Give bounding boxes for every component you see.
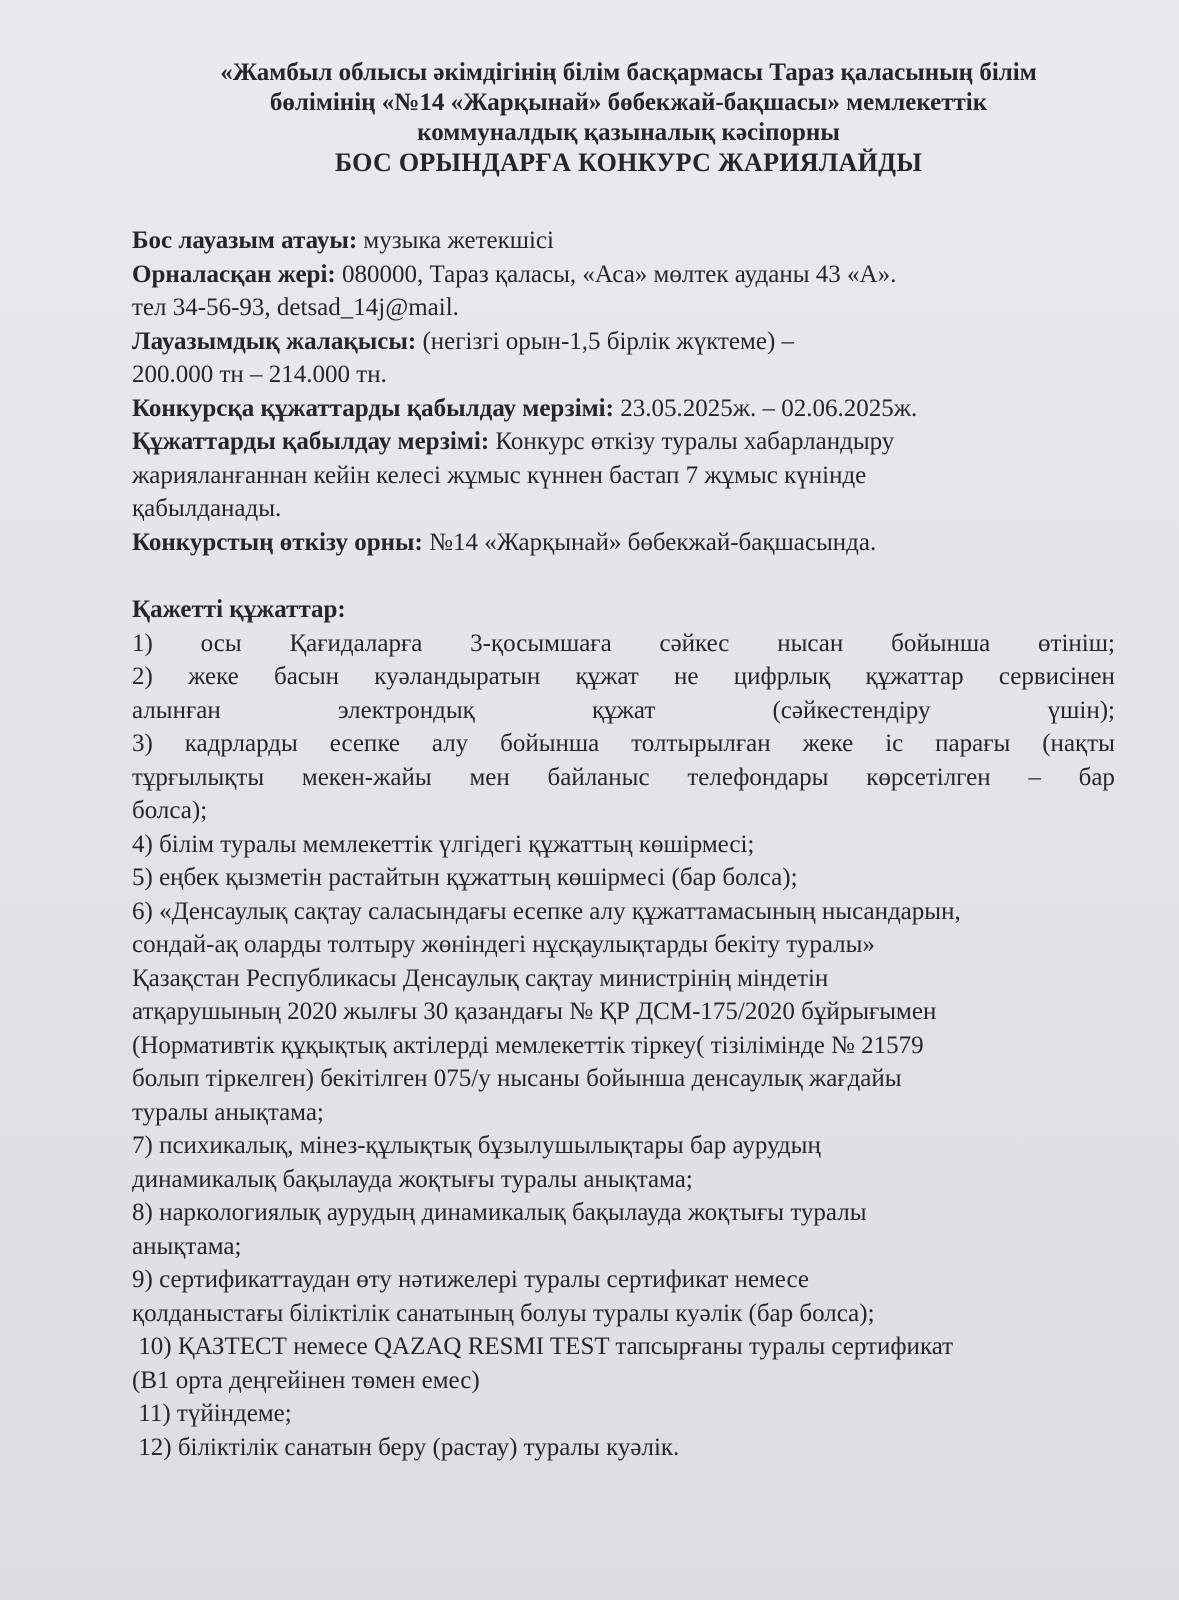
- word: жеке: [188, 663, 239, 690]
- location-row: [132, 258, 1115, 292]
- position-value: музыка жетекшісі: [357, 227, 554, 254]
- salary-label: Лауазымдық жалақысы:: [132, 327, 417, 355]
- doc-item-2: [132, 660, 1115, 694]
- document-header: [132, 58, 1115, 178]
- word: басын: [273, 663, 340, 690]
- doc-item-3: [132, 727, 1115, 761]
- doc-item-10-line: (В1 орта деңгейінен төмен емес): [132, 1366, 480, 1394]
- acceptance-value: Конкурс өткізу туралы хабарландыру: [489, 428, 895, 455]
- salary-value: (негізгі орын-1,5 бірлік жүктеме) –: [416, 327, 795, 355]
- word: бойынша: [500, 730, 600, 757]
- word: электрондық: [337, 696, 475, 724]
- word: 3-қосымшаға: [470, 629, 612, 657]
- document-body: [132, 224, 1115, 1464]
- word: цифрлық: [733, 663, 831, 690]
- acceptance-line-3: қабылданады.: [132, 495, 282, 522]
- word: құжаттар: [865, 663, 964, 690]
- header-line-2: бөлімінің «№14 «Жарқынай» бөбекжай-бақшасы» мемлекеттік: [269, 89, 988, 116]
- word: мен: [469, 763, 510, 791]
- document-title: БОС ОРЫНДАРҒА КОНКУРС ЖАРИЯЛАЙДЫ: [334, 148, 923, 177]
- section-gap: [132, 559, 1115, 593]
- doc-item-11: 11) түйіндеме;: [132, 1400, 292, 1427]
- deadline-value: 23.05.2025ж. – 02.06.2025ж.: [613, 394, 918, 422]
- doc-item-7-line: динамикалық бақылауда жоқтығы туралы анықтама;: [132, 1165, 693, 1193]
- doc-item-6-line: болып тіркелген) бекітілген 075/у нысаны бойынша денсаулық жағдайы: [132, 1065, 902, 1092]
- word: (нақты: [1042, 730, 1115, 757]
- doc-item-3-line-3: болса);: [132, 797, 208, 824]
- doc-item-6-line: сондай-ақ оларды толтыру жөніндегі нұсқаулықтарды бекіту туралы»: [132, 931, 875, 958]
- word: (сәйкестендіру: [772, 696, 931, 724]
- word: телефондары: [687, 763, 829, 791]
- word: алу: [431, 730, 469, 757]
- word: толтырылған: [631, 730, 771, 757]
- word: нысан: [777, 629, 844, 657]
- header-line-1: «Жамбыл облысы әкімдігінің білім басқармасы Тараз қаласының білім: [220, 59, 1037, 86]
- word: өтініш;: [1038, 629, 1115, 657]
- word: байланыс: [547, 763, 650, 791]
- acceptance-label: Құжаттарды қабылдау мерзімі:: [132, 428, 490, 455]
- doc-item-6-line: (Нормативтік құқықтық актілерді мемлекеттік тіркеу( тізілімінде № 21579: [132, 1031, 924, 1059]
- word: үшін);: [1047, 696, 1115, 724]
- doc-item-6-line: Қазақстан Республикасы Денсаулық сақтау министрінің міндетін: [132, 964, 829, 992]
- deadline-row: [132, 392, 1115, 426]
- word: осы: [200, 629, 242, 657]
- word: жеке: [802, 730, 854, 757]
- word: мекен-жайы: [301, 763, 432, 791]
- position-label: Бос лауазым атауы:: [132, 227, 358, 254]
- word: бар: [1078, 763, 1115, 791]
- location-value: 080000, Тараз қаласы, «Аса» мөлтек ауданы 43 «А».: [335, 260, 897, 288]
- word: парағы: [935, 730, 1011, 757]
- word: құжат: [575, 663, 639, 690]
- doc-item-5: 5) еңбек қызметін растайтын құжаттың көшірмесі (бар болса);: [132, 864, 798, 891]
- word: тұрғылықты: [132, 763, 265, 791]
- word: көрсетілген: [866, 763, 991, 791]
- doc-item-7-line: 7) психикалық, мінез-құлықтық бұзылушылықтары бар аурудың: [132, 1132, 821, 1159]
- doc-item-2-line-2: [132, 694, 1115, 728]
- word: кадрларды: [184, 730, 298, 757]
- word: 1): [132, 629, 153, 657]
- required-documents: [132, 593, 1115, 1464]
- doc-item-1: [132, 627, 1115, 661]
- deadline-label: Конкурсқа құжаттарды қабылдау мерзімі:: [132, 394, 614, 422]
- doc-item-3-line-2: [132, 761, 1115, 795]
- word: сервисінен: [998, 663, 1115, 690]
- word: не: [673, 663, 699, 690]
- word: сәйкес: [659, 629, 730, 657]
- doc-item-6-line: атқарушының 2020 жылғы 30 қазандағы № ҚР ДСМ-175/2020 бұйрығымен: [132, 998, 937, 1025]
- doc-item-8-line: 8) наркологиялық аурудың динамикалық бақылауда жоқтығы туралы: [132, 1199, 867, 1226]
- header-line-3: коммуналдық қазыналық кәсіпорны: [417, 119, 840, 146]
- location-label: Орналасқан жері:: [132, 260, 336, 288]
- venue-label: Конкурстың өткізу орны:: [132, 528, 423, 556]
- salary-row: [132, 325, 1115, 359]
- acceptance-row: [132, 425, 1115, 459]
- venue-row: [132, 526, 1115, 560]
- documents-heading: Қажетті құжаттар:: [132, 596, 346, 623]
- contacts-line: тел 34-56-93, detsad_14j@mail.: [132, 294, 459, 321]
- doc-item-9-line: 9) сертификаттаудан өту нәтижелері туралы сертификат немесе: [132, 1266, 810, 1293]
- acceptance-line-2: жарияланғаннан кейін келесі жұмыс күннен бастап 7 жұмыс күнінде: [132, 461, 867, 489]
- word: Қағидаларға: [289, 629, 423, 657]
- doc-item-10-line: 10) ҚАЗТЕСТ немесе QAZAQ RESMI TEST тапсырғаны туралы сертификат: [132, 1333, 954, 1360]
- word: құжат: [592, 696, 656, 724]
- doc-item-8-line: анықтама;: [132, 1232, 242, 1260]
- word: бойынша: [891, 629, 991, 657]
- word: алынған: [132, 696, 221, 724]
- doc-item-6-line: туралы анықтама;: [132, 1098, 324, 1126]
- doc-item-12: 12) біліктілік санатын беру (растау) туралы куәлік.: [132, 1433, 680, 1461]
- word: іс: [885, 730, 904, 757]
- word: –: [1028, 763, 1041, 791]
- position-row: [132, 224, 1115, 258]
- word: куәландыратын: [374, 663, 541, 690]
- word: есепке: [329, 730, 400, 757]
- word: 2): [132, 663, 153, 690]
- doc-item-9-line: қолданыстағы біліктілік санатының болуы туралы куәлік (бар болса);: [132, 1299, 875, 1327]
- salary-range: 200.000 тн – 214.000 тн.: [132, 361, 387, 388]
- doc-item-6-line: 6) «Денсаулық сақтау саласындағы есепке алу құжаттамасының нысандарын,: [132, 897, 961, 925]
- venue-value: №14 «Жарқынай» бөбекжай-бақшасында.: [422, 528, 877, 556]
- doc-item-4: 4) білім туралы мемлекеттік үлгідегі құжаттың көшірмесі;: [132, 830, 755, 858]
- word: 3): [132, 730, 153, 757]
